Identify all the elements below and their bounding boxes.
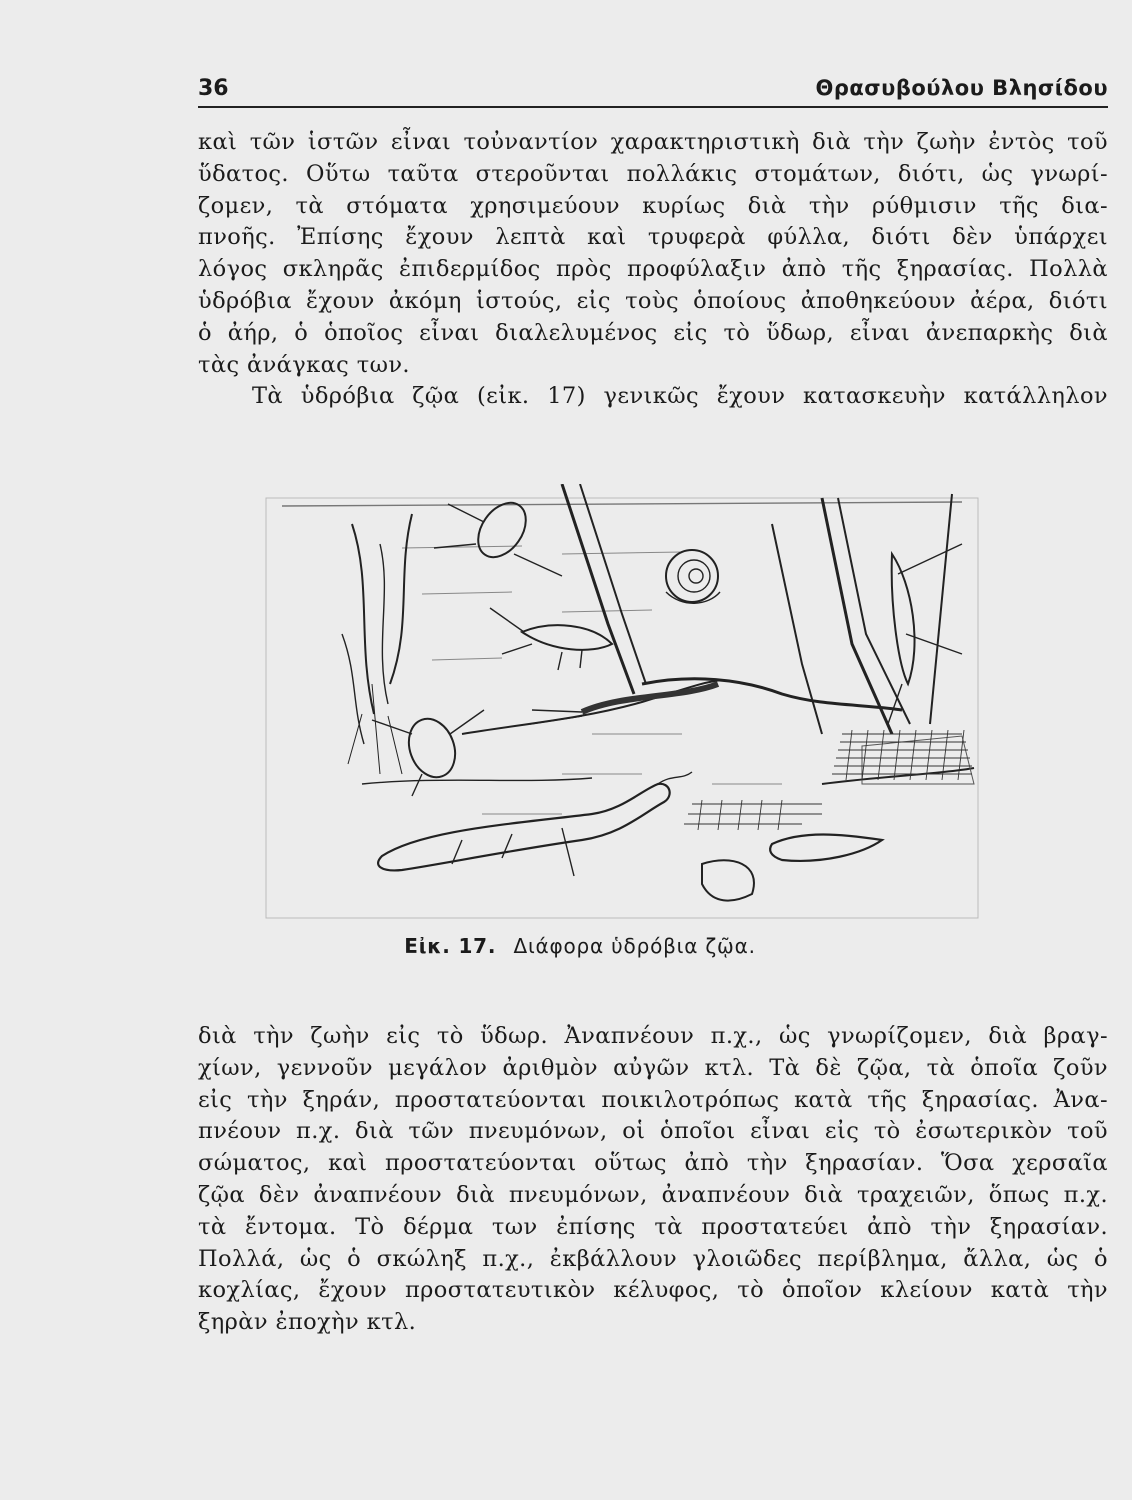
page-header (198, 76, 1108, 108)
text-line: ξηρὰν ἐποχὴν κτλ. (198, 1309, 417, 1336)
text-line: λόγος σκληρᾶς ἐπιδερμίδος πρὸς προφύλαξιν ἀπὸ τῆς ξηρασίας. Πολλὰ (198, 256, 1108, 283)
text-line: τὰς ἀνάγκας των. (198, 351, 410, 378)
aquatic-animals-illustration (262, 484, 982, 920)
text-line: ζῷα δὲν ἀναπνέουν διὰ πνευμόνων, ἀναπνέουν διὰ τραχειῶν, ὅπως π.χ. (198, 1181, 1108, 1208)
text-line: ὁ ἀήρ, ὁ ὁποῖος εἶναι διαλελυμένος εἰς τὸ ὕδωρ, εἶναι ἀνεπαρκὴς διὰ (198, 319, 1108, 346)
text-line: διὰ τὴν ζωὴν εἰς τὸ ὕδωρ. Ἀναπνέουν π.χ., ὡς γνωρίζομεν, διὰ βραγ- (198, 1023, 1108, 1049)
paragraph-top (198, 127, 1108, 413)
figure-aquatic-animals (262, 484, 982, 920)
text-line: χίων, γεννοῦν μεγάλον ἀριθμὸν αὐγῶν κτλ. Τὰ δὲ ζῷα, τὰ ὁποῖα ζοῦν (198, 1054, 1108, 1081)
text-line: εἰς τὴν ξηράν, προστατεύονται ποικιλοτρόπως κατὰ τῆς ξηρασίας. Ἀνα- (198, 1086, 1108, 1113)
running-head: Θρασυβούλου Βλησίδου (815, 76, 1108, 100)
text-line: τὰ ἔντομα. Τὸ δέρμα των ἐπίσης τὰ προστατεύει ἀπὸ τὴν ξηρασίαν. (198, 1213, 1108, 1240)
text-line: Τὰ ὑδρόβια ζῷα (εἰκ. 17) γενικῶς ἔχουν κατασκευὴν κατάλληλον (252, 383, 1108, 410)
text-line: ὑδρόβια ἔχουν ἀκόμη ἱστούς, εἰς τοὺς ὁποίους ἀποθηκεύουν ἀέρα, διότι (198, 287, 1108, 314)
text-line: ζομεν, τὰ στόματα χρησιμεύουν κυρίως διὰ τὴν ρύθμισιν τῆς δια- (198, 192, 1108, 219)
text-line: Πολλά, ὡς ὁ σκώληξ π.χ., ἐκβάλλουν γλοιῶδες περίβλημα, ἄλλα, ὡς ὁ (198, 1245, 1108, 1272)
figure-label: Εἰκ. 17. (404, 934, 497, 958)
text-line: ὕδατος. Οὕτω ταῦτα στεροῦνται πολλάκις στομάτων, διότι, ὡς γνωρί- (198, 160, 1108, 187)
page-number: 36 (198, 76, 229, 101)
text-line: καὶ τῶν ἱστῶν εἶναι τοὐναντίον χαρακτηριστικὴ διὰ τὴν ζωὴν ἐντὸς τοῦ (198, 129, 1108, 155)
figure-caption (250, 934, 910, 958)
text-line: πνοῆς. Ἐπίσης ἔχουν λεπτὰ καὶ τρυφερὰ φύλλα, διότι δὲν ὑπάρχει (198, 224, 1108, 251)
text-line: κοχλίας, ἔχουν προστατευτικὸν κέλυφος, τὸ ὁποῖον κλείουν κατὰ τὴν (198, 1277, 1108, 1304)
figure-caption-text: Διάφορα ὑδρόβια ζῷα. (513, 934, 756, 958)
paragraph-bottom (198, 1021, 1108, 1339)
text-line: πνέουν π.χ. διὰ τῶν πνευμόνων, οἱ ὁποῖοι εἶναι εἰς τὸ ἐσωτερικὸν τοῦ (198, 1118, 1108, 1145)
text-line: σώματος, καὶ προστατεύονται οὕτως ἀπὸ τὴν ξηρασίαν. Ὅσα χερσαῖα (198, 1150, 1108, 1177)
